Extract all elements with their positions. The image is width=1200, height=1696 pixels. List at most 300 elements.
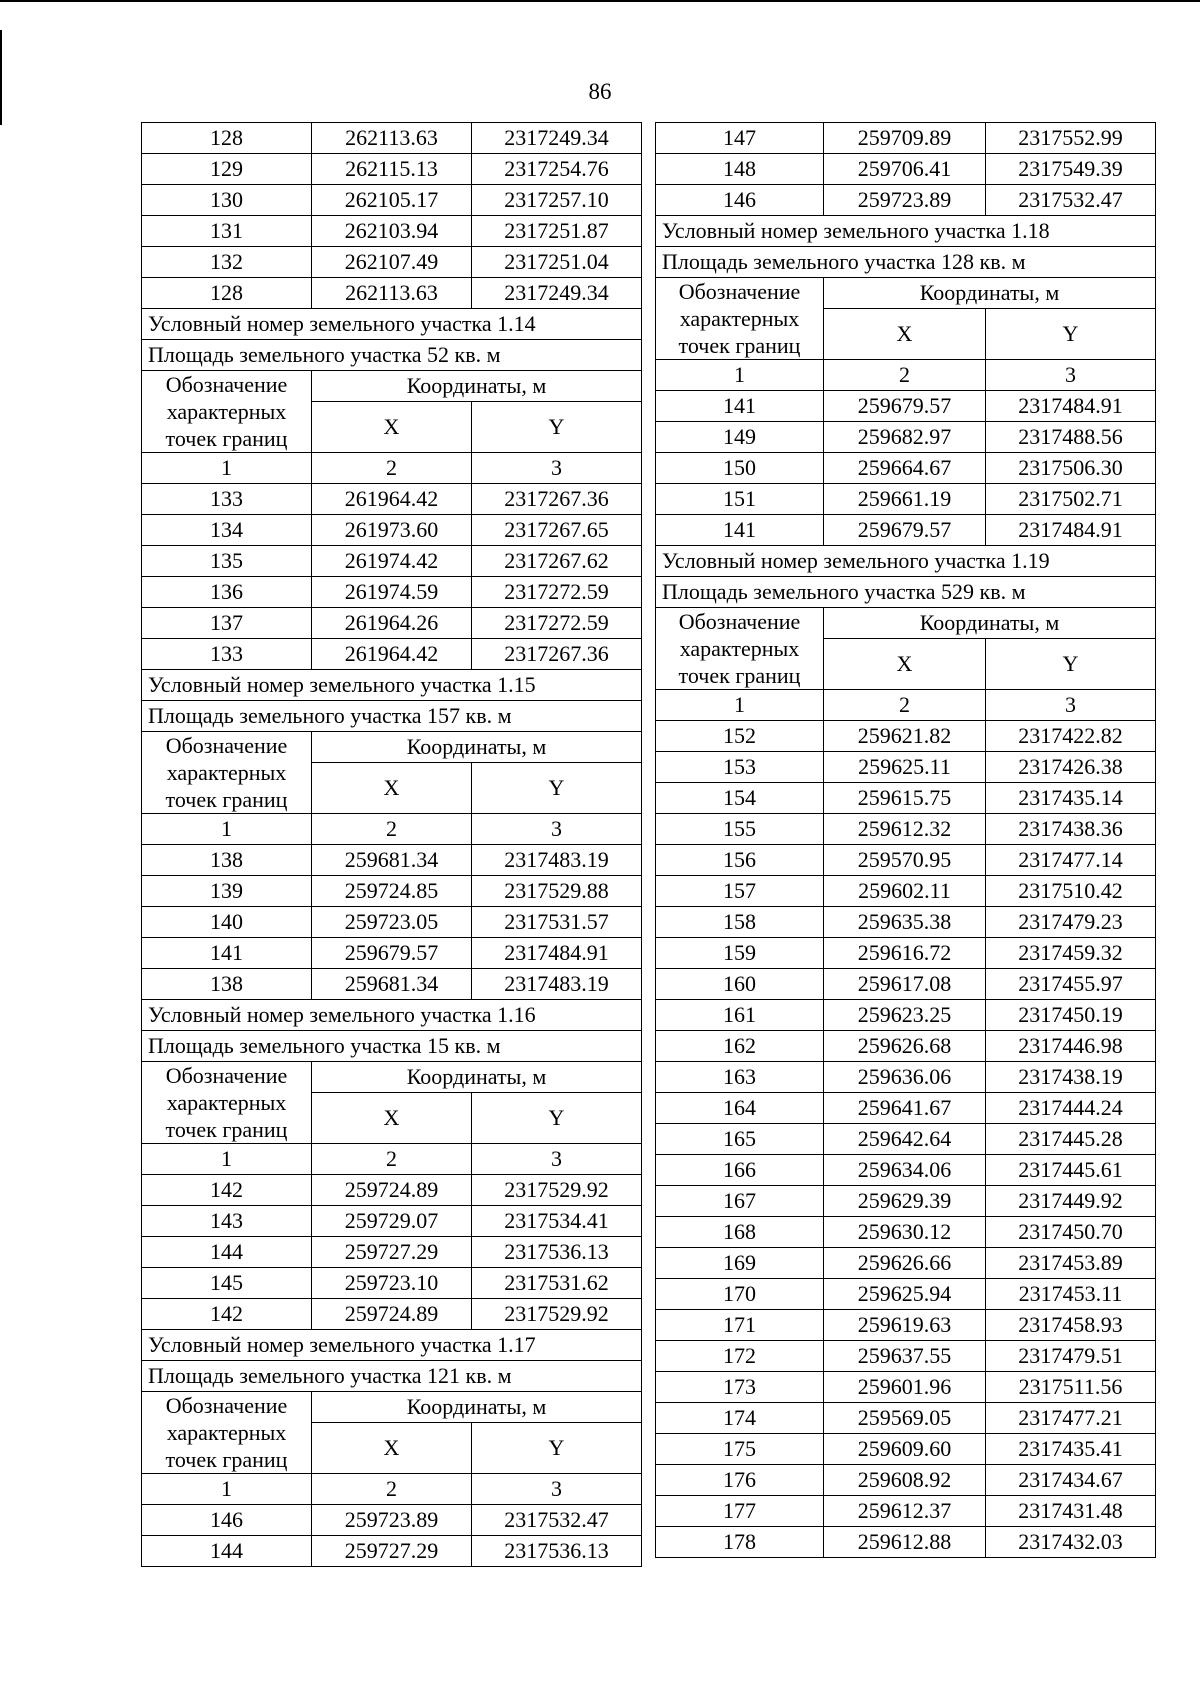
column-number-row — [656, 360, 1156, 391]
y-coordinate: 2317483.19 — [472, 845, 642, 876]
point-number: 154 — [656, 783, 824, 814]
y-header: Y — [986, 639, 1156, 690]
table-row — [142, 484, 642, 515]
y-coordinate: 2317267.65 — [472, 515, 642, 546]
y-header: Y — [472, 1423, 642, 1474]
coordinates-header: Координаты, м — [312, 1392, 642, 1423]
section-title-row — [656, 546, 1156, 577]
x-coordinate: 259727.29 — [312, 1237, 472, 1268]
x-coordinate: 259616.72 — [824, 938, 986, 969]
table-row — [142, 154, 642, 185]
x-coordinate: 261964.42 — [312, 484, 472, 515]
x-coordinate: 259625.94 — [824, 1279, 986, 1310]
y-header: Y — [472, 763, 642, 814]
point-number: 178 — [656, 1527, 824, 1558]
designation-header-line: Обозначение — [165, 1393, 288, 1418]
y-coordinate: 2317249.34 — [472, 278, 642, 309]
header-row — [656, 278, 1156, 309]
x-coordinate: 261973.60 — [312, 515, 472, 546]
x-coordinate: 259623.25 — [824, 1000, 986, 1031]
page-top-edge — [0, 0, 1200, 2]
designation-header-line: Обозначение — [165, 733, 288, 758]
x-coordinate: 262113.63 — [312, 123, 472, 154]
x-header: X — [312, 402, 472, 453]
designation-header-line: точек границ — [678, 333, 801, 358]
section-area-row — [142, 701, 642, 732]
y-coordinate: 2317531.57 — [472, 907, 642, 938]
point-number: 167 — [656, 1186, 824, 1217]
y-coordinate: 2317446.98 — [986, 1031, 1156, 1062]
table-row — [656, 1434, 1156, 1465]
column-number-row — [656, 690, 1156, 721]
x-coordinate: 259727.29 — [312, 1536, 472, 1567]
header-row — [142, 1062, 642, 1093]
y-coordinate: 2317479.51 — [986, 1341, 1156, 1372]
point-number: 162 — [656, 1031, 824, 1062]
x-header: X — [312, 1093, 472, 1144]
point-number: 134 — [142, 515, 312, 546]
column-number: 2 — [312, 453, 472, 484]
table-row — [656, 814, 1156, 845]
section-title-row — [142, 1000, 642, 1031]
x-coordinate: 259609.60 — [824, 1434, 986, 1465]
y-header: Y — [986, 309, 1156, 360]
x-coordinate: 259636.06 — [824, 1062, 986, 1093]
y-coordinate: 2317484.91 — [472, 938, 642, 969]
y-coordinate: 2317449.92 — [986, 1186, 1156, 1217]
point-number: 161 — [656, 1000, 824, 1031]
table-row — [142, 907, 642, 938]
point-number: 169 — [656, 1248, 824, 1279]
column-number: 2 — [824, 690, 986, 721]
x-coordinate: 259608.92 — [824, 1465, 986, 1496]
y-coordinate: 2317479.23 — [986, 907, 1156, 938]
y-coordinate: 2317435.14 — [986, 783, 1156, 814]
designation-header-line: точек границ — [165, 1447, 288, 1472]
point-number: 170 — [656, 1279, 824, 1310]
x-coordinate: 259629.39 — [824, 1186, 986, 1217]
table-row — [142, 969, 642, 1000]
table-row — [656, 969, 1156, 1000]
x-coordinate: 259626.66 — [824, 1248, 986, 1279]
point-number: 141 — [656, 515, 824, 546]
designation-header-line: Обозначение — [678, 279, 801, 304]
x-coordinate: 259661.19 — [824, 484, 986, 515]
table-row — [656, 1403, 1156, 1434]
table-row — [656, 1217, 1156, 1248]
x-coordinate: 259681.34 — [312, 845, 472, 876]
y-coordinate: 2317450.19 — [986, 1000, 1156, 1031]
point-number: 137 — [142, 608, 312, 639]
point-number: 144 — [142, 1536, 312, 1567]
section-area: Площадь земельного участка 52 кв. м — [142, 340, 642, 371]
y-header: Y — [472, 1093, 642, 1144]
y-coordinate: 2317536.13 — [472, 1536, 642, 1567]
point-number: 138 — [142, 845, 312, 876]
y-coordinate: 2317445.28 — [986, 1124, 1156, 1155]
x-coordinate: 261964.42 — [312, 639, 472, 670]
header-row — [656, 608, 1156, 639]
y-coordinate: 2317272.59 — [472, 577, 642, 608]
section-area: Площадь земельного участка 15 кв. м — [142, 1031, 642, 1062]
x-coordinate: 259637.55 — [824, 1341, 986, 1372]
table-row — [656, 907, 1156, 938]
section-title-row — [142, 1330, 642, 1361]
designation-header — [142, 1392, 312, 1474]
x-coordinate: 259570.95 — [824, 845, 986, 876]
section-title: Условный номер земельного участка 1.17 — [142, 1330, 642, 1361]
point-number: 146 — [142, 1505, 312, 1536]
point-number: 156 — [656, 845, 824, 876]
table-row — [142, 185, 642, 216]
x-coordinate: 259681.34 — [312, 969, 472, 1000]
coordinates-table-body — [656, 123, 1156, 1558]
section-area-row — [656, 247, 1156, 278]
y-coordinate: 2317477.14 — [986, 845, 1156, 876]
column-number: 1 — [142, 814, 312, 845]
column-number-row — [142, 1474, 642, 1505]
column-number: 3 — [986, 360, 1156, 391]
table-row — [656, 845, 1156, 876]
x-coordinate: 261964.26 — [312, 608, 472, 639]
y-coordinate: 2317529.92 — [472, 1299, 642, 1330]
x-coordinate: 259621.82 — [824, 721, 986, 752]
y-coordinate: 2317431.48 — [986, 1496, 1156, 1527]
point-number: 160 — [656, 969, 824, 1000]
right-column — [655, 122, 1155, 1558]
table-row — [656, 783, 1156, 814]
table-row — [142, 1237, 642, 1268]
table-row — [142, 1175, 642, 1206]
table-row — [656, 185, 1156, 216]
column-number: 2 — [824, 360, 986, 391]
y-coordinate: 2317432.03 — [986, 1527, 1156, 1558]
table-row — [656, 422, 1156, 453]
table-row — [142, 216, 642, 247]
x-coordinate: 259602.11 — [824, 876, 986, 907]
x-coordinate: 259601.96 — [824, 1372, 986, 1403]
point-number: 157 — [656, 876, 824, 907]
x-coordinate: 259729.07 — [312, 1206, 472, 1237]
designation-header-line: точек границ — [165, 787, 288, 812]
y-header: Y — [472, 402, 642, 453]
column-number: 1 — [656, 690, 824, 721]
x-coordinate: 259724.85 — [312, 876, 472, 907]
x-header: X — [312, 1423, 472, 1474]
point-number: 147 — [656, 123, 824, 154]
x-coordinate: 259634.06 — [824, 1155, 986, 1186]
table-row — [656, 1062, 1156, 1093]
x-coordinate: 259723.05 — [312, 907, 472, 938]
table-row — [656, 876, 1156, 907]
table-row — [142, 1536, 642, 1567]
x-coordinate: 259724.89 — [312, 1299, 472, 1330]
point-number: 145 — [142, 1268, 312, 1299]
point-number: 163 — [656, 1062, 824, 1093]
section-title-row — [142, 309, 642, 340]
x-coordinate: 259682.97 — [824, 422, 986, 453]
coordinates-header: Координаты, м — [312, 732, 642, 763]
table-row — [656, 752, 1156, 783]
x-coordinate: 259706.41 — [824, 154, 986, 185]
point-number: 132 — [142, 247, 312, 278]
y-coordinate: 2317251.04 — [472, 247, 642, 278]
x-coordinate: 259625.11 — [824, 752, 986, 783]
table-row — [656, 1372, 1156, 1403]
y-coordinate: 2317445.61 — [986, 1155, 1156, 1186]
table-row — [656, 484, 1156, 515]
point-number: 172 — [656, 1341, 824, 1372]
x-coordinate: 259612.32 — [824, 814, 986, 845]
x-coordinate: 259641.67 — [824, 1093, 986, 1124]
section-area-row — [656, 577, 1156, 608]
y-coordinate: 2317510.42 — [986, 876, 1156, 907]
coordinates-header: Координаты, м — [312, 371, 642, 402]
table-row — [656, 123, 1156, 154]
y-coordinate: 2317453.89 — [986, 1248, 1156, 1279]
table-row — [656, 1496, 1156, 1527]
section-area: Площадь земельного участка 157 кв. м — [142, 701, 642, 732]
column-number-row — [142, 1144, 642, 1175]
point-number: 141 — [142, 938, 312, 969]
point-number: 166 — [656, 1155, 824, 1186]
y-coordinate: 2317484.91 — [986, 515, 1156, 546]
x-coordinate: 259724.89 — [312, 1175, 472, 1206]
table-row — [142, 1206, 642, 1237]
table-row — [142, 938, 642, 969]
point-number: 159 — [656, 938, 824, 969]
y-coordinate: 2317549.39 — [986, 154, 1156, 185]
x-coordinate: 259612.37 — [824, 1496, 986, 1527]
point-number: 158 — [656, 907, 824, 938]
designation-header-line: характерных — [679, 306, 800, 331]
section-area: Площадь земельного участка 121 кв. м — [142, 1361, 642, 1392]
y-coordinate: 2317458.93 — [986, 1310, 1156, 1341]
table-row — [656, 1310, 1156, 1341]
column-number: 3 — [472, 814, 642, 845]
table-row — [656, 1465, 1156, 1496]
y-coordinate: 2317455.97 — [986, 969, 1156, 1000]
coordinates-table-body — [142, 123, 642, 1567]
y-coordinate: 2317426.38 — [986, 752, 1156, 783]
table-row — [142, 123, 642, 154]
x-coordinate: 262107.49 — [312, 247, 472, 278]
x-coordinate: 259569.05 — [824, 1403, 986, 1434]
x-coordinate: 259615.75 — [824, 783, 986, 814]
coordinates-table-left — [141, 122, 642, 1567]
column-number-row — [142, 814, 642, 845]
x-coordinate: 259723.10 — [312, 1268, 472, 1299]
y-coordinate: 2317531.62 — [472, 1268, 642, 1299]
y-coordinate: 2317422.82 — [986, 721, 1156, 752]
y-coordinate: 2317267.36 — [472, 639, 642, 670]
table-row — [142, 515, 642, 546]
x-coordinate: 262105.17 — [312, 185, 472, 216]
section-title: Условный номер земельного участка 1.15 — [142, 670, 642, 701]
x-coordinate: 259709.89 — [824, 123, 986, 154]
point-number: 135 — [142, 546, 312, 577]
table-row — [142, 247, 642, 278]
x-coordinate: 262113.63 — [312, 278, 472, 309]
point-number: 164 — [656, 1093, 824, 1124]
point-number: 141 — [656, 391, 824, 422]
point-number: 144 — [142, 1237, 312, 1268]
x-coordinate: 259630.12 — [824, 1217, 986, 1248]
y-coordinate: 2317434.67 — [986, 1465, 1156, 1496]
x-coordinate: 259612.88 — [824, 1527, 986, 1558]
page-number: 86 — [588, 79, 612, 104]
y-coordinate: 2317249.34 — [472, 123, 642, 154]
section-title: Условный номер земельного участка 1.19 — [656, 546, 1156, 577]
column-number: 1 — [656, 360, 824, 391]
designation-header-line: Обозначение — [165, 372, 288, 397]
table-row — [656, 1341, 1156, 1372]
section-title: Условный номер земельного участка 1.14 — [142, 309, 642, 340]
x-coordinate: 259619.63 — [824, 1310, 986, 1341]
y-coordinate: 2317532.47 — [986, 185, 1156, 216]
table-row — [142, 845, 642, 876]
point-number: 152 — [656, 721, 824, 752]
y-coordinate: 2317536.13 — [472, 1237, 642, 1268]
column-number: 2 — [312, 1144, 472, 1175]
point-number: 148 — [656, 154, 824, 185]
y-coordinate: 2317488.56 — [986, 422, 1156, 453]
y-coordinate: 2317483.19 — [472, 969, 642, 1000]
x-coordinate: 259642.64 — [824, 1124, 986, 1155]
y-coordinate: 2317552.99 — [986, 123, 1156, 154]
designation-header-line: характерных — [679, 636, 800, 661]
point-number: 150 — [656, 453, 824, 484]
column-number: 3 — [472, 1474, 642, 1505]
point-number: 165 — [656, 1124, 824, 1155]
table-row — [142, 876, 642, 907]
y-coordinate: 2317251.87 — [472, 216, 642, 247]
y-coordinate: 2317438.36 — [986, 814, 1156, 845]
y-coordinate: 2317453.11 — [986, 1279, 1156, 1310]
point-number: 130 — [142, 185, 312, 216]
y-coordinate: 2317272.59 — [472, 608, 642, 639]
point-number: 142 — [142, 1299, 312, 1330]
coordinates-header: Координаты, м — [824, 278, 1156, 309]
table-row — [656, 154, 1156, 185]
point-number: 139 — [142, 876, 312, 907]
designation-header — [142, 732, 312, 814]
point-number: 177 — [656, 1496, 824, 1527]
y-coordinate: 2317529.88 — [472, 876, 642, 907]
x-coordinate: 261974.59 — [312, 577, 472, 608]
designation-header-line: характерных — [166, 1420, 287, 1445]
table-row — [656, 1155, 1156, 1186]
point-number: 173 — [656, 1372, 824, 1403]
point-number: 143 — [142, 1206, 312, 1237]
point-number: 171 — [656, 1310, 824, 1341]
table-row — [142, 577, 642, 608]
point-number: 176 — [656, 1465, 824, 1496]
designation-header — [656, 278, 824, 360]
y-coordinate: 2317502.71 — [986, 484, 1156, 515]
x-coordinate: 259679.57 — [312, 938, 472, 969]
y-coordinate: 2317506.30 — [986, 453, 1156, 484]
point-number: 175 — [656, 1434, 824, 1465]
y-coordinate: 2317267.36 — [472, 484, 642, 515]
table-row — [656, 1279, 1156, 1310]
section-area-row — [142, 340, 642, 371]
designation-header — [656, 608, 824, 690]
coordinates-header: Координаты, м — [312, 1062, 642, 1093]
table-row — [142, 1299, 642, 1330]
table-row — [142, 546, 642, 577]
column-number: 2 — [312, 814, 472, 845]
column-number-row — [142, 453, 642, 484]
point-number: 153 — [656, 752, 824, 783]
designation-header-line: точек границ — [165, 1117, 288, 1142]
point-number: 149 — [656, 422, 824, 453]
x-coordinate: 259664.67 — [824, 453, 986, 484]
x-coordinate: 259679.57 — [824, 515, 986, 546]
point-number: 133 — [142, 639, 312, 670]
point-number: 128 — [142, 123, 312, 154]
table-row — [142, 1268, 642, 1299]
table-row — [656, 938, 1156, 969]
y-coordinate: 2317511.56 — [986, 1372, 1156, 1403]
point-number: 138 — [142, 969, 312, 1000]
designation-header-line: точек границ — [678, 663, 801, 688]
column-number: 3 — [472, 1144, 642, 1175]
section-title: Условный номер земельного участка 1.16 — [142, 1000, 642, 1031]
y-coordinate: 2317459.32 — [986, 938, 1156, 969]
point-number: 155 — [656, 814, 824, 845]
table-row — [656, 515, 1156, 546]
point-number: 136 — [142, 577, 312, 608]
table-row — [656, 1093, 1156, 1124]
section-title-row — [656, 216, 1156, 247]
y-coordinate: 2317534.41 — [472, 1206, 642, 1237]
column-number: 1 — [142, 1474, 312, 1505]
y-coordinate: 2317477.21 — [986, 1403, 1156, 1434]
left-column — [141, 122, 641, 1567]
column-number: 3 — [986, 690, 1156, 721]
x-coordinate: 261974.42 — [312, 546, 472, 577]
table-row — [656, 1186, 1156, 1217]
x-coordinate: 259723.89 — [824, 185, 986, 216]
y-coordinate: 2317254.76 — [472, 154, 642, 185]
y-coordinate: 2317435.41 — [986, 1434, 1156, 1465]
point-number: 129 — [142, 154, 312, 185]
y-coordinate: 2317529.92 — [472, 1175, 642, 1206]
coordinates-header: Координаты, м — [824, 608, 1156, 639]
y-coordinate: 2317438.19 — [986, 1062, 1156, 1093]
section-area: Площадь земельного участка 128 кв. м — [656, 247, 1156, 278]
x-coordinate: 262115.13 — [312, 154, 472, 185]
x-coordinate: 259723.89 — [312, 1505, 472, 1536]
table-row — [656, 1031, 1156, 1062]
section-title: Условный номер земельного участка 1.18 — [656, 216, 1156, 247]
column-number: 1 — [142, 453, 312, 484]
designation-header-line: точек границ — [165, 426, 288, 451]
point-number: 128 — [142, 278, 312, 309]
header-row — [142, 1392, 642, 1423]
section-title-row — [142, 670, 642, 701]
x-header: X — [824, 309, 986, 360]
header-row — [142, 371, 642, 402]
designation-header-line: характерных — [166, 760, 287, 785]
point-number: 174 — [656, 1403, 824, 1434]
y-coordinate: 2317444.24 — [986, 1093, 1156, 1124]
table-row — [656, 1527, 1156, 1558]
x-coordinate: 259626.68 — [824, 1031, 986, 1062]
section-area-row — [142, 1361, 642, 1392]
header-row — [142, 732, 642, 763]
